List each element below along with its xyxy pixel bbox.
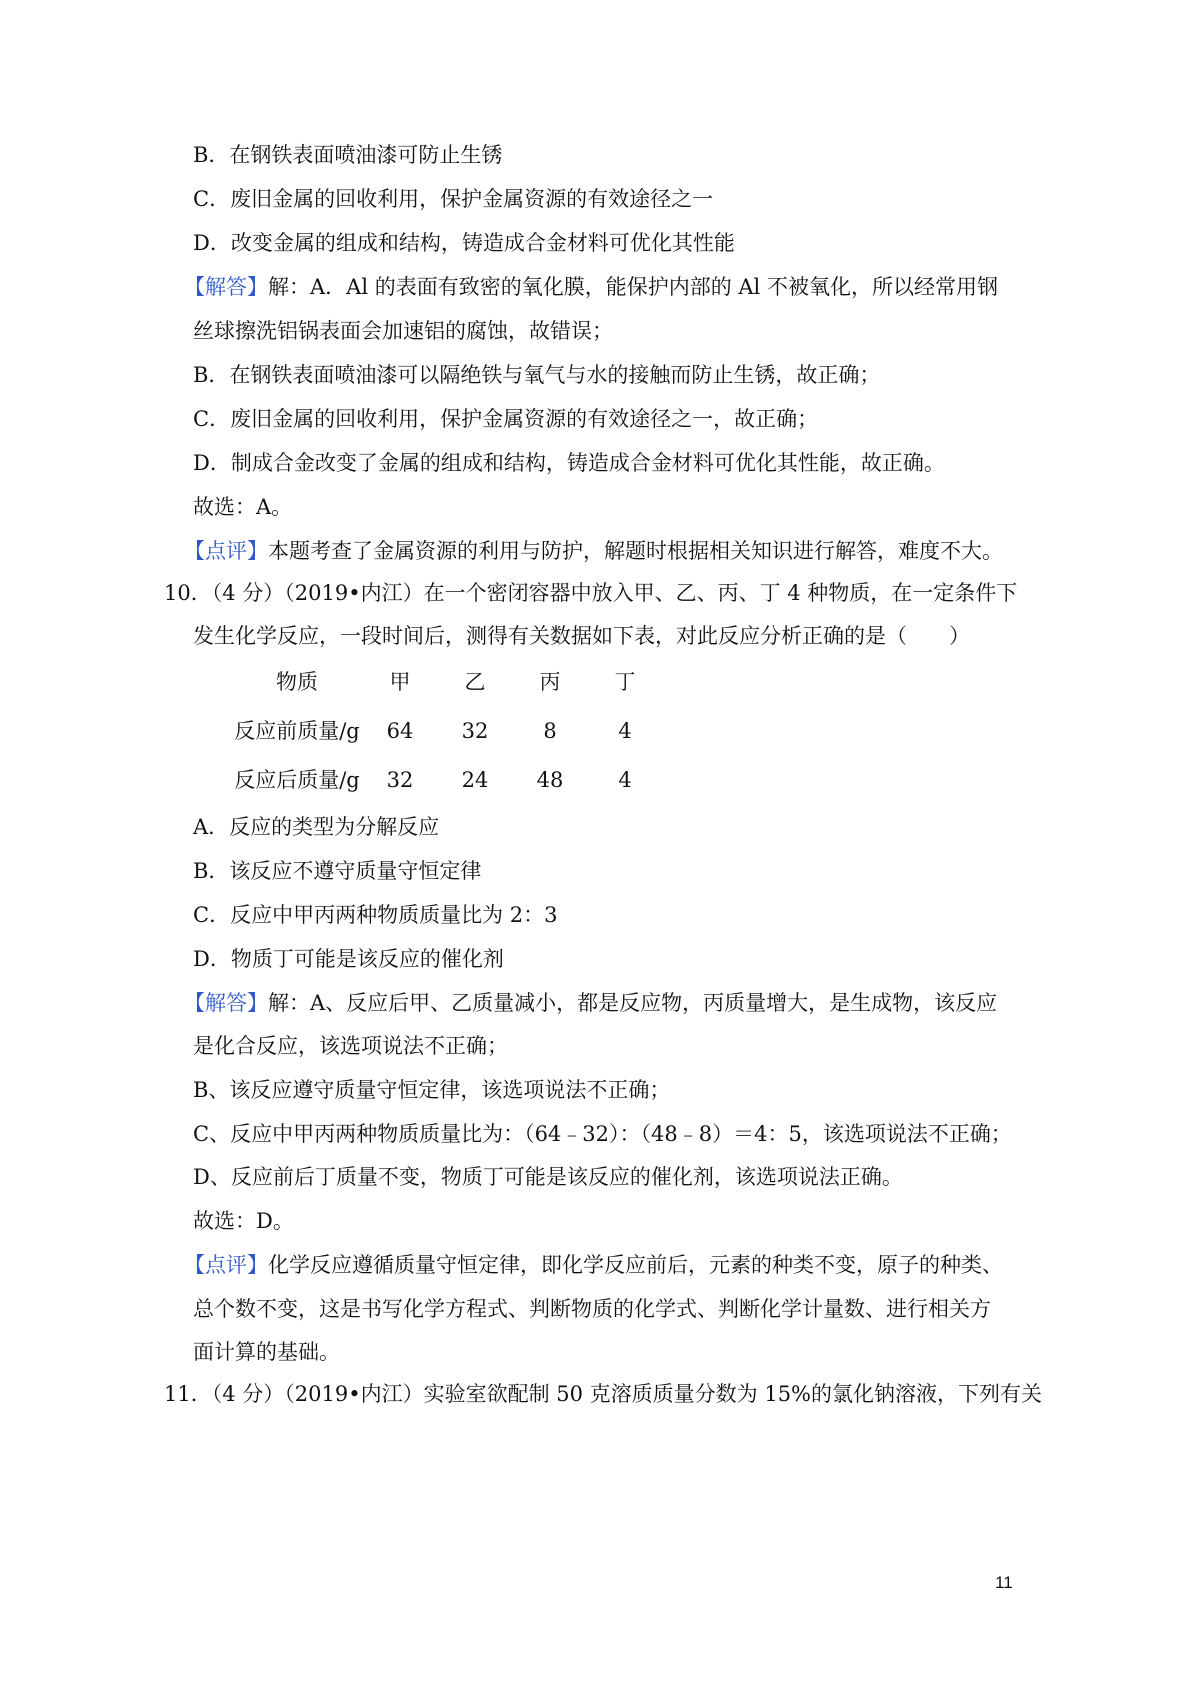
q10-option-a: A．反应的类型为分解反应 [193, 815, 440, 839]
table-cell: 48 [536, 768, 564, 792]
q9-review-text: 本题考查了金属资源的利用与防护，解题时根据相关知识进行解答，难度不大。 [268, 539, 1003, 563]
q10-answer-d: D、反应前后丁质量不变，物质丁可能是该反应的催化剂，该选项说法正确。 [193, 1165, 903, 1189]
q11-stem-line1: 11．（4 分）（2019•内江）实验室欲配制 50 克溶质质量分数为 15%的氯化钠溶液，下列有关 [164, 1382, 1043, 1406]
table-cell: 4 [618, 719, 632, 743]
table-row [0, 716, 1200, 746]
q10-stem-line1: 10．（4 分）（2019•内江）在一个密闭容器中放入甲、乙、丙、丁 4 种物质，在一定条件下 [164, 581, 1018, 605]
q10-answer-line2: 是化合反应，该选项说法不正确； [193, 1034, 508, 1058]
table-cell: 64 [386, 719, 414, 743]
table-cell: 反应前质量/g [234, 719, 360, 743]
q10-review-line2: 总个数不变，这是书写化学方程式、判断物质的化学式、判断化学计量数、进行相关方 [193, 1297, 991, 1321]
q10-answer-c: C、反应中甲丙两种物质质量比为：（64﹣32）：（48﹣8）＝4：5，该选项说法不正确； [193, 1122, 1012, 1146]
table-header-cell: 乙 [464, 670, 486, 694]
page-number: 11 [995, 1573, 1013, 1592]
q9-choice: 故选：A。 [193, 495, 293, 519]
q10-option-b: B．该反应不遵守质量守恒定律 [193, 859, 482, 883]
q10-answer-line1 [184, 988, 997, 1018]
q10-answer-text: 解：A、反应后甲、乙质量减小，都是反应物，丙质量增大，是生成物，该反应 [268, 991, 998, 1015]
table-cell: 反应后质量/g [234, 768, 360, 792]
table-cell: 8 [543, 719, 557, 743]
q9-answer-tag: 【解答】 [184, 275, 268, 299]
q9-answer-d: D．制成合金改变了金属的组成和结构，铸造成合金材料可优化其性能，故正确。 [193, 451, 945, 475]
q9-answer-c: C．废旧金属的回收利用，保护金属资源的有效途径之一，故正确； [193, 407, 819, 431]
q10-answer-tag: 【解答】 [184, 991, 268, 1015]
q9-answer-line1 [184, 272, 998, 302]
table-cell: 24 [461, 768, 489, 792]
q10-option-d: D．物质丁可能是该反应的催化剂 [193, 947, 504, 971]
q9-review-tag: 【点评】 [184, 539, 268, 563]
q9-answer-text: 解：A．Al 的表面有致密的氧化膜，能保护内部的 Al 不被氧化，所以经常用钢 [268, 275, 998, 299]
table-row [0, 765, 1200, 795]
table-cell: 32 [461, 719, 489, 743]
table-header-row [0, 667, 1200, 697]
q10-review-tag: 【点评】 [184, 1253, 268, 1277]
q9-answer-line2: 丝球擦洗铝锅表面会加速铝的腐蚀，故错误； [193, 319, 613, 343]
q9-option-c: C．废旧金属的回收利用，保护金属资源的有效途径之一 [193, 187, 714, 211]
q9-answer-b: B．在钢铁表面喷油漆可以隔绝铁与氧气与水的接触而防止生锈，故正确； [193, 363, 881, 387]
q9-option-d: D．改变金属的组成和结构，铸造成合金材料可优化其性能 [193, 231, 735, 255]
q9-option-b: B．在钢铁表面喷油漆可防止生锈 [193, 143, 503, 167]
table-header-cell: 物质 [276, 670, 318, 694]
q10-option-c: C．反应中甲丙两种物质质量比为 2：3 [193, 903, 558, 927]
table-cell: 4 [618, 768, 632, 792]
table-header-cell: 甲 [389, 670, 411, 694]
q10-choice: 故选：D。 [193, 1209, 294, 1233]
q10-review-line3: 面计算的基础。 [193, 1340, 340, 1364]
q9-review [184, 536, 1003, 566]
q10-review-text: 化学反应遵循质量守恒定律，即化学反应前后，元素的种类不变，原子的种类、 [268, 1253, 1003, 1277]
q10-review-line1 [184, 1250, 1003, 1280]
table-cell: 32 [386, 768, 414, 792]
q10-stem-line2: 发生化学反应，一段时间后，测得有关数据如下表，对此反应分析正确的是（ ） [193, 624, 970, 648]
table-header-cell: 丙 [539, 670, 561, 694]
q10-answer-b: B、该反应遵守质量守恒定律，该选项说法不正确； [193, 1078, 671, 1102]
table-header-cell: 丁 [614, 670, 636, 694]
